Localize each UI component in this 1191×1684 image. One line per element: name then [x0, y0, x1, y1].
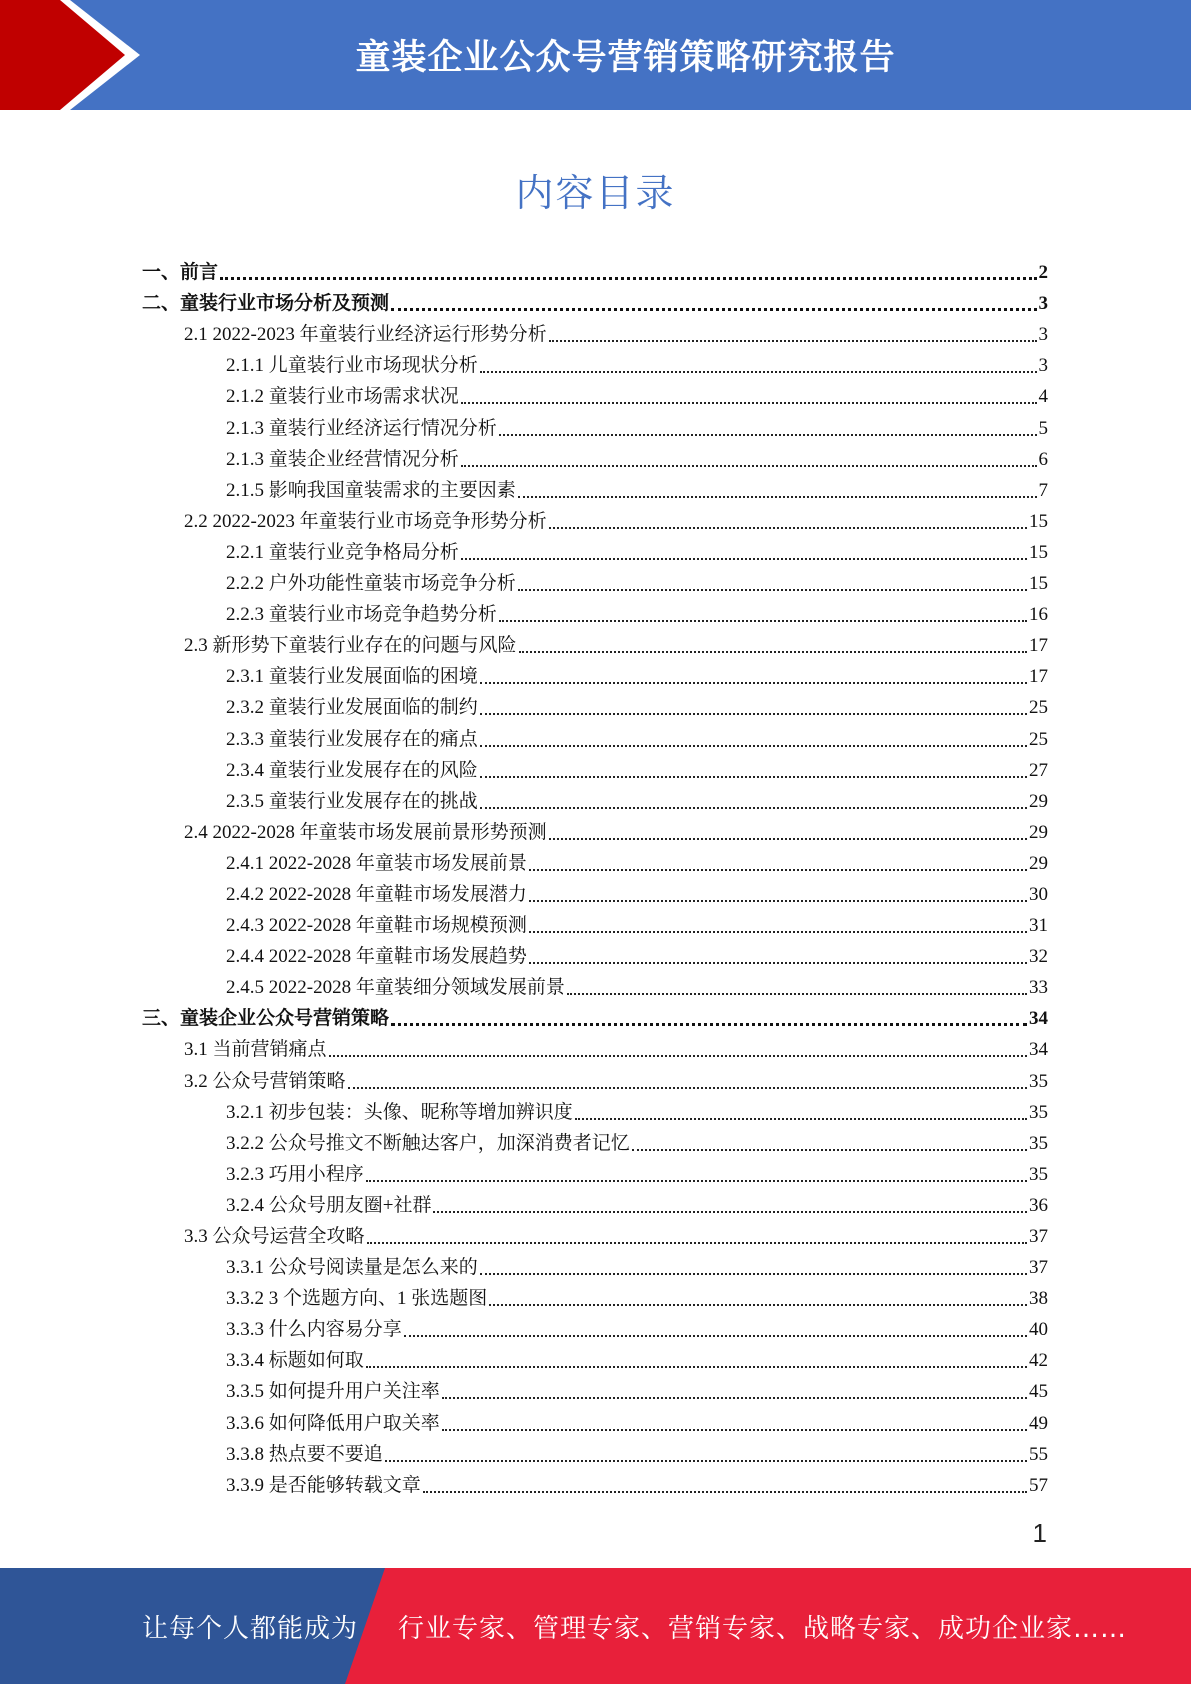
toc-entry-page: 40 [1029, 1319, 1048, 1341]
toc-entry[interactable] [142, 1218, 1048, 1249]
toc-entry[interactable] [142, 596, 1048, 627]
dot-leader [461, 465, 1037, 467]
toc-entry-page: 17 [1029, 635, 1048, 657]
toc-entry-label: 2.3 新形势下童装行业存在的问题与风险 [184, 635, 517, 657]
toc-entry[interactable] [142, 1000, 1048, 1031]
toc-entry-label: 2.4 2022-2028 年童装市场发展前景形势预测 [184, 821, 547, 843]
toc-entry[interactable] [142, 316, 1048, 347]
toc-entry-page: 49 [1029, 1412, 1048, 1434]
toc-heading: 内容目录 [515, 171, 676, 215]
toc-entry-page: 35 [1029, 1070, 1048, 1092]
toc-entry-page: 4 [1038, 386, 1048, 408]
toc-entry[interactable] [142, 441, 1048, 472]
toc-entry[interactable] [142, 1062, 1048, 1093]
toc-entry[interactable] [142, 907, 1048, 938]
toc-entry-page: 5 [1038, 417, 1048, 439]
toc-entry[interactable] [142, 1280, 1048, 1311]
toc-entry-label: 3.3 公众号运营全攻略 [184, 1226, 365, 1247]
toc-entry[interactable] [142, 1436, 1048, 1467]
dot-leader [549, 838, 1027, 840]
toc-entry-label: 2.1.5 影响我国童装需求的主要因素 [226, 479, 516, 501]
toc-entry-page: 35 [1029, 1163, 1048, 1185]
dot-leader [480, 713, 1027, 715]
toc-entry-page: 15 [1029, 573, 1048, 595]
toc-entry-page: 38 [1029, 1288, 1048, 1310]
toc-entry-page: 57 [1029, 1474, 1048, 1496]
dot-leader [385, 1460, 1027, 1462]
toc-entry-page: 17 [1029, 666, 1048, 688]
toc-entry-label: 2.4.3 2022-2028 年童鞋市场规模预测 [226, 915, 527, 937]
toc-entry[interactable] [142, 814, 1048, 845]
toc-entry-label: 2.3.2 童装行业发展面临的制约 [226, 697, 478, 719]
toc-entry[interactable] [142, 1125, 1048, 1156]
toc-entry-label: 3.3.1 公众号阅读量是怎么来的 [226, 1257, 478, 1279]
dot-leader [461, 402, 1037, 404]
toc-entry-label: 3.3.9 是否能够转载文章 [226, 1474, 421, 1496]
dot-leader [366, 1180, 1027, 1182]
dot-leader [480, 745, 1027, 747]
toc-entry-label: 2.4.5 2022-2028 年童装细分领域发展前景 [226, 977, 565, 999]
dot-leader [480, 807, 1027, 809]
dot-leader [442, 1397, 1027, 1399]
dot-leader [489, 1304, 1027, 1306]
dot-leader [567, 993, 1027, 995]
dot-leader [575, 1118, 1027, 1120]
toc-entry-label: 3.3.2 3 个选题方向、1 张选题图 [226, 1288, 488, 1310]
toc-entry-page: 55 [1029, 1443, 1048, 1465]
toc-entry-label: 3.1 当前营销痛点 [184, 1039, 327, 1061]
toc-entry-label: 2.1.1 儿童装行业市场现状分析 [226, 355, 478, 377]
toc-entry-page: 30 [1029, 883, 1048, 905]
toc-entry-label: 一、前言 [142, 262, 219, 284]
toc-entry[interactable] [142, 378, 1048, 409]
toc-entry[interactable] [142, 876, 1048, 907]
toc-entry-label: 2.3.4 童装行业发展存在的风险 [226, 759, 478, 781]
dot-leader [366, 1366, 1027, 1368]
dot-leader [480, 371, 1037, 373]
toc-entry[interactable] [142, 565, 1048, 596]
dot-leader [423, 1491, 1027, 1493]
toc-entry[interactable] [142, 969, 1048, 1000]
toc-entry-label: 2.2 2022-2023 年童装行业市场竞争形势分析 [184, 510, 547, 532]
toc-entry-page: 33 [1029, 977, 1048, 999]
toc-entry[interactable] [142, 503, 1048, 534]
arrow-decoration-icon [0, 0, 160, 110]
dot-leader [529, 869, 1027, 871]
dot-leader [529, 962, 1027, 964]
toc-entry[interactable] [142, 689, 1048, 720]
toc-entry-label: 2.3.3 童装行业发展存在的痛点 [226, 728, 478, 750]
footer-banner [0, 1568, 1191, 1684]
dot-leader [442, 1429, 1027, 1431]
dot-leader [499, 620, 1027, 622]
report-title-text: 童装企业公众号营销策略研究报告 [355, 38, 896, 78]
toc-entry[interactable] [142, 1467, 1048, 1498]
toc-entry-page: 36 [1029, 1194, 1048, 1216]
dot-leader [518, 496, 1037, 498]
toc-entry-page: 29 [1029, 852, 1048, 874]
dot-leader [329, 1055, 1027, 1057]
toc-entry[interactable] [142, 1249, 1048, 1280]
dot-leader [529, 931, 1027, 933]
dot-leader [348, 1087, 1027, 1089]
toc-entry-page: 3 [1038, 324, 1048, 346]
page-number: 1 [1032, 1518, 1047, 1548]
table-of-contents [142, 254, 1048, 1498]
toc-entry[interactable] [142, 472, 1048, 503]
toc-entry-label: 3.3.8 热点要不要追 [226, 1443, 383, 1465]
toc-entry-page: 34 [1029, 1039, 1048, 1061]
toc-entry-label: 2.4.1 2022-2028 年童装市场发展前景 [226, 852, 527, 874]
toc-entry-label: 3.2.3 巧用小程序 [226, 1163, 364, 1185]
toc-entry-page: 35 [1029, 1132, 1048, 1154]
toc-entry[interactable] [142, 1094, 1048, 1125]
toc-entry-page: 42 [1029, 1350, 1048, 1372]
toc-entry-page: 37 [1029, 1226, 1048, 1247]
toc-entry-label: 3.3.6 如何降低用户取关率 [226, 1412, 440, 1434]
toc-entry[interactable] [142, 409, 1048, 440]
toc-entry-label: 3.2.4 公众号朋友圈+社群 [226, 1194, 432, 1216]
toc-entry-page: 35 [1029, 1101, 1048, 1123]
toc-entry[interactable] [142, 1342, 1048, 1373]
toc-entry-label: 2.2.2 户外功能性童装市场竞争分析 [226, 573, 516, 595]
dot-leader [519, 651, 1027, 653]
toc-entry-label: 2.1.3 童装企业经营情况分析 [226, 448, 459, 470]
toc-entry-page: 29 [1029, 790, 1048, 812]
toc-entry-page: 16 [1029, 604, 1048, 626]
dot-leader [391, 1023, 1027, 1026]
toc-entry-page: 25 [1029, 697, 1048, 719]
toc-entry-page: 27 [1029, 759, 1048, 781]
toc-entry[interactable] [142, 534, 1048, 565]
dot-leader [632, 1149, 1027, 1151]
dot-leader [220, 277, 1036, 280]
toc-entry-page: 32 [1029, 946, 1048, 968]
toc-entry-page: 15 [1029, 510, 1048, 532]
toc-entry-label: 2.4.2 2022-2028 年童鞋市场发展潜力 [226, 883, 527, 905]
toc-entry[interactable] [142, 720, 1048, 751]
toc-entry-label: 2.2.3 童装行业市场竞争趋势分析 [226, 604, 497, 626]
dot-leader [529, 900, 1027, 902]
toc-entry-page: 31 [1029, 915, 1048, 937]
toc-entry-page: 45 [1029, 1381, 1048, 1403]
toc-entry-label: 3.2 公众号营销策略 [184, 1070, 346, 1092]
footer-slogan-right: 行业专家、管理专家、营销专家、战略专家、成功企业家…… [398, 1614, 1128, 1644]
toc-entry[interactable] [142, 347, 1048, 378]
dot-leader [549, 527, 1027, 529]
toc-entry[interactable] [142, 658, 1048, 689]
dot-leader [480, 682, 1027, 684]
toc-entry[interactable] [142, 752, 1048, 783]
dot-leader [549, 340, 1037, 342]
dot-leader [433, 1211, 1027, 1213]
toc-entry[interactable] [142, 285, 1048, 316]
dot-leader [461, 558, 1027, 560]
dot-leader [499, 434, 1037, 436]
toc-entry[interactable] [142, 1031, 1048, 1062]
toc-entry-label: 2.3.1 童装行业发展面临的困境 [226, 666, 478, 688]
dot-leader [480, 1273, 1027, 1275]
toc-entry-label: 2.1.2 童装行业市场需求状况 [226, 386, 459, 408]
toc-entry-label: 2.3.5 童装行业发展存在的挑战 [226, 790, 478, 812]
toc-entry-page: 34 [1029, 1008, 1048, 1030]
toc-entry-label: 3.3.5 如何提升用户关注率 [226, 1381, 440, 1403]
toc-entry-page: 29 [1029, 821, 1048, 843]
toc-entry[interactable] [142, 254, 1048, 285]
toc-entry[interactable] [142, 845, 1048, 876]
toc-entry-label: 二、童装行业市场分析及预测 [142, 293, 390, 315]
toc-entry-page: 15 [1029, 541, 1048, 563]
report-title [150, 0, 1191, 110]
toc-entry-page: 6 [1038, 448, 1048, 470]
header-banner [0, 0, 1191, 110]
dot-leader [518, 589, 1027, 591]
toc-entry[interactable] [142, 1156, 1048, 1187]
toc-entry[interactable] [142, 627, 1048, 658]
toc-entry[interactable] [142, 1373, 1048, 1404]
toc-entry-page: 2 [1038, 262, 1048, 284]
toc-entry-page: 7 [1038, 479, 1048, 501]
toc-entry-label: 三、童装企业公众号营销策略 [142, 1008, 390, 1030]
toc-entry-label: 2.2.1 童装行业竞争格局分析 [226, 541, 459, 563]
toc-entry-label: 2.1.3 童装行业经济运行情况分析 [226, 417, 497, 439]
dot-leader [367, 1242, 1027, 1244]
dot-leader [480, 776, 1027, 778]
dot-leader [404, 1335, 1027, 1337]
toc-entry-label: 2.1 2022-2023 年童装行业经济运行形势分析 [184, 324, 547, 346]
toc-entry-label: 2.4.4 2022-2028 年童鞋市场发展趋势 [226, 946, 527, 968]
toc-entry[interactable] [142, 1187, 1048, 1218]
footer-slogan-left: 让每个人都能成为 [142, 1614, 359, 1644]
toc-entry[interactable] [142, 783, 1048, 814]
toc-entry-page: 3 [1038, 293, 1048, 315]
toc-entry[interactable] [142, 1404, 1048, 1435]
toc-entry-page: 3 [1038, 355, 1048, 377]
toc-entry-label: 3.3.3 什么内容易分享 [226, 1319, 402, 1341]
toc-entry-label: 3.3.4 标题如何取 [226, 1350, 364, 1372]
toc-entry[interactable] [142, 938, 1048, 969]
toc-entry-label: 3.2.2 公众号推文不断触达客户，加深消费者记忆 [226, 1132, 630, 1154]
toc-entry-page: 37 [1029, 1257, 1048, 1279]
toc-entry[interactable] [142, 1311, 1048, 1342]
toc-entry-label: 3.2.1 初步包装：头像、昵称等增加辨识度 [226, 1101, 573, 1123]
toc-entry-page: 25 [1029, 728, 1048, 750]
dot-leader [391, 308, 1036, 311]
